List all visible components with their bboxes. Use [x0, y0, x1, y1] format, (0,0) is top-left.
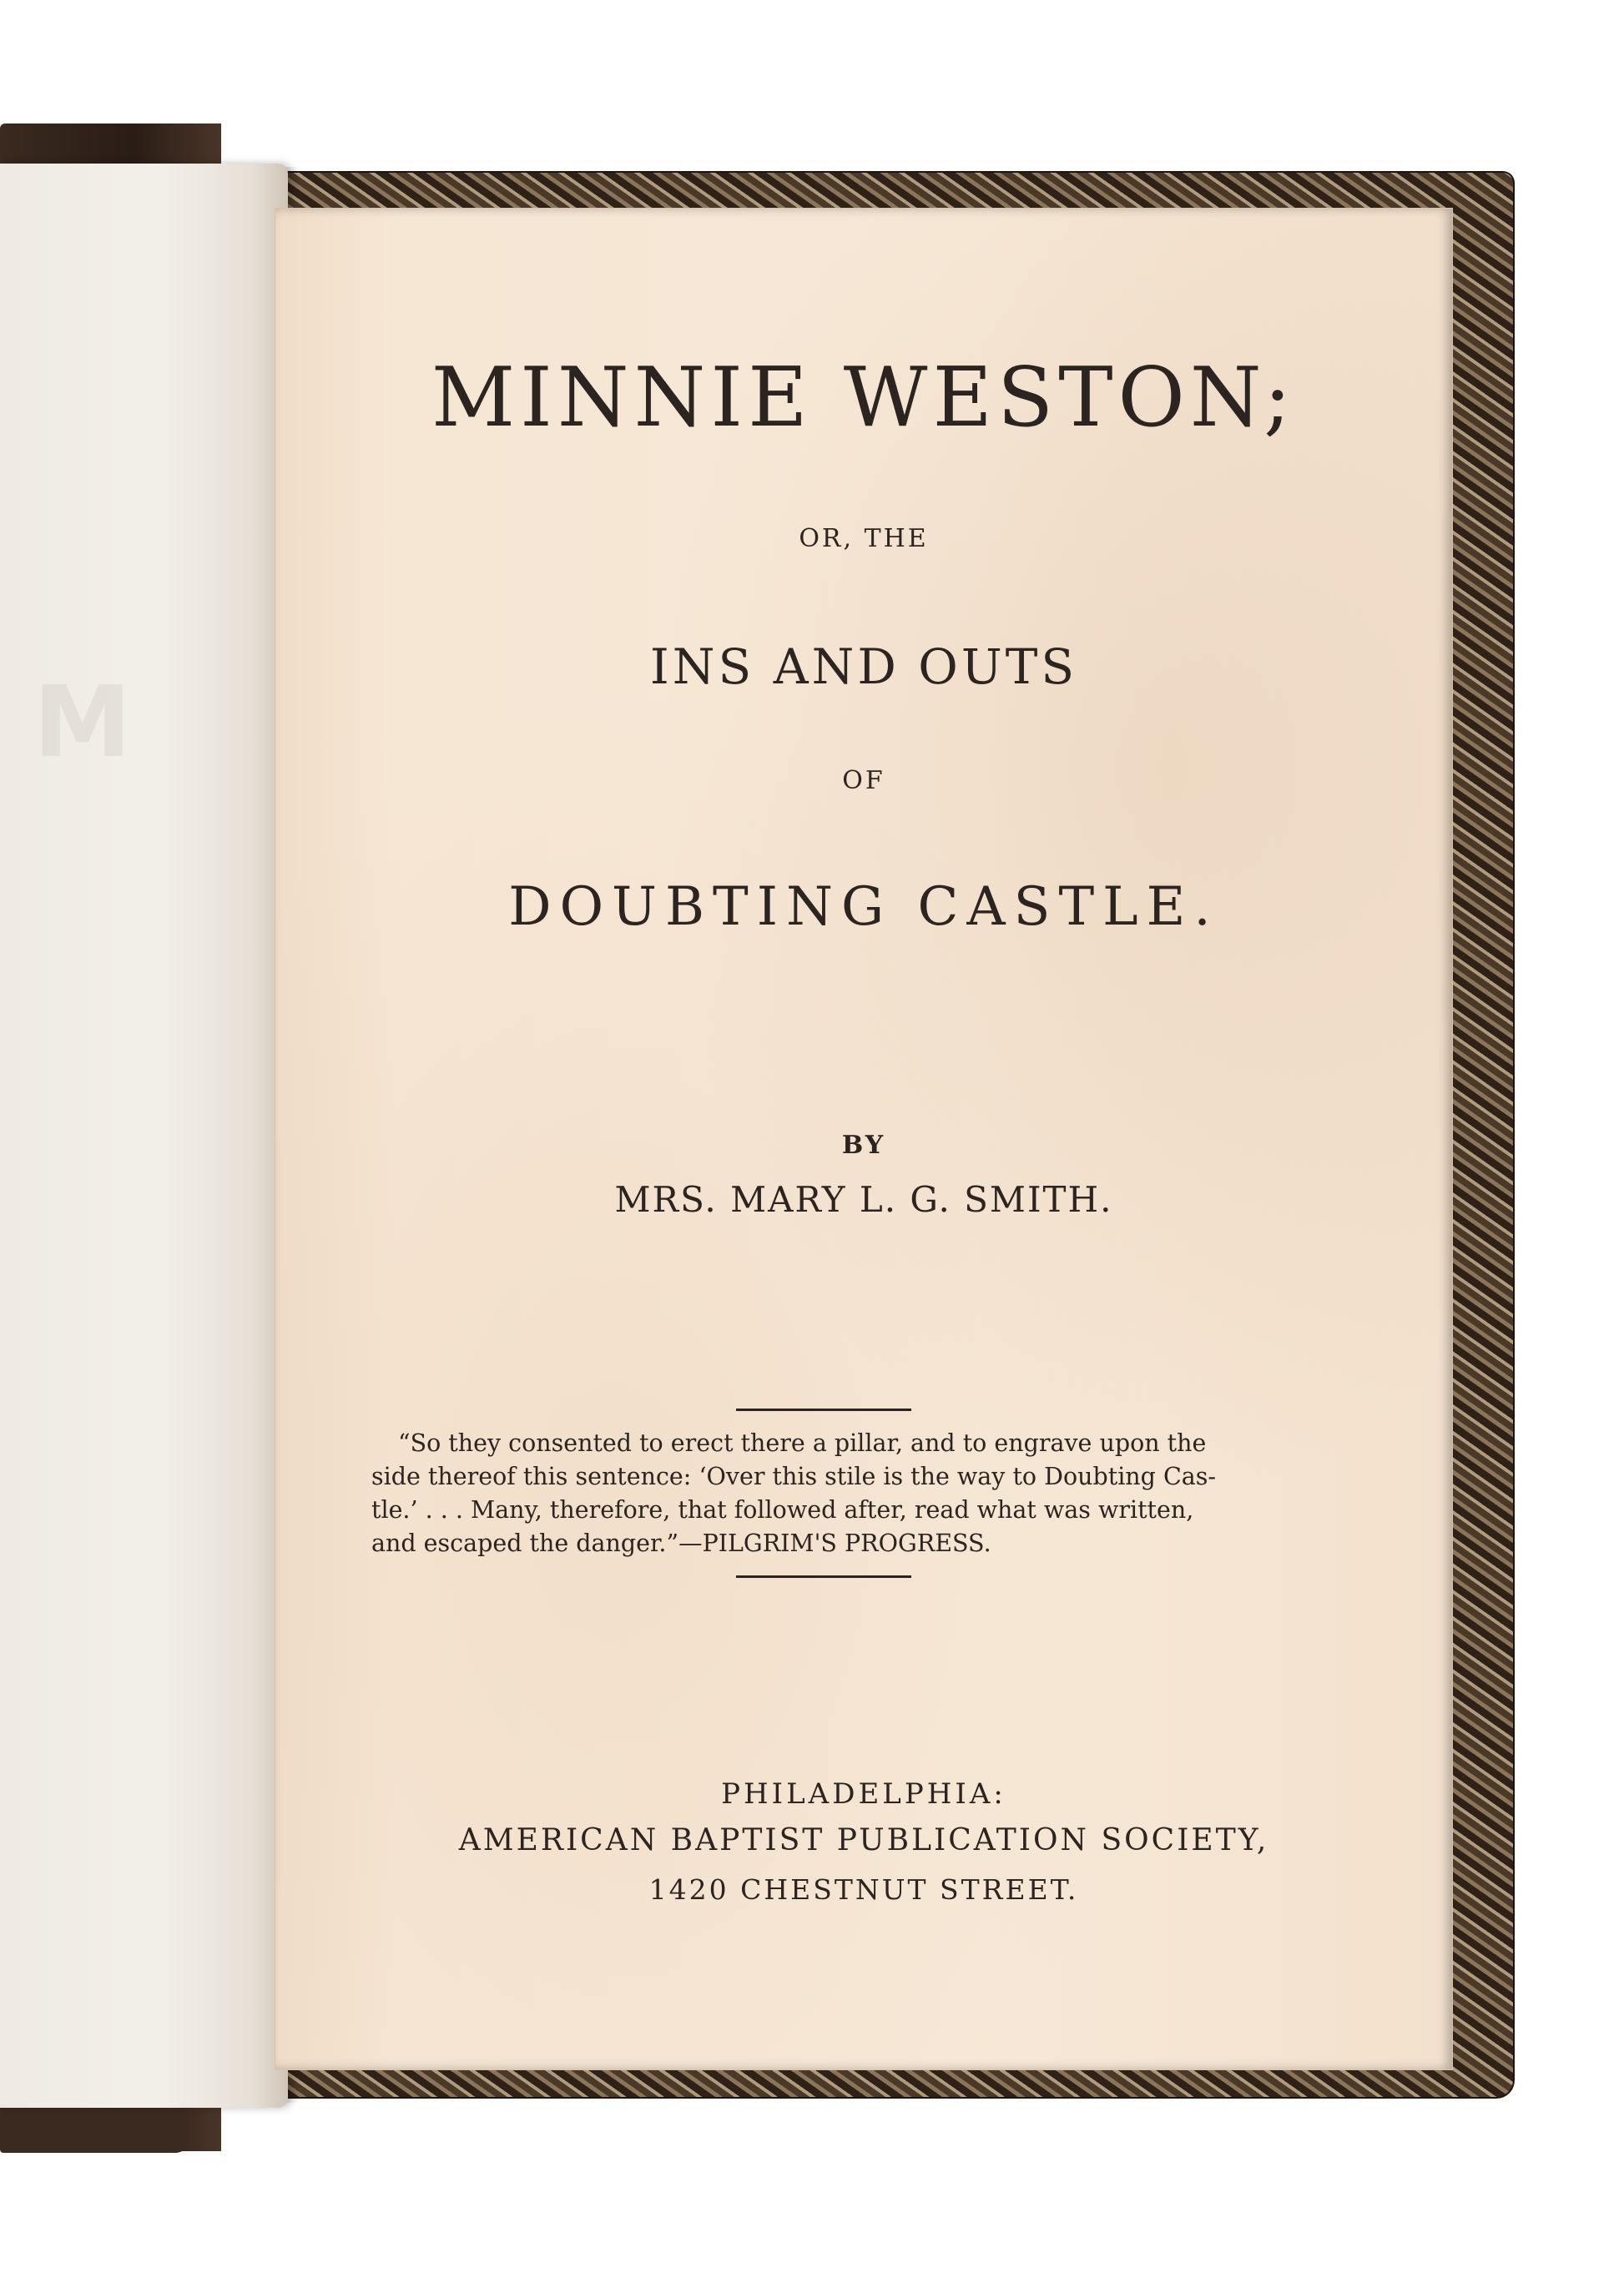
- epigraph-line: tle.’ . . . Many, therefore, that followed after, read what was written,: [371, 1496, 1194, 1524]
- imprint-city: PHILADELPHIA:: [721, 1777, 1006, 1811]
- book-title: MINNIE WESTON;: [431, 350, 1297, 446]
- imprint-address: 1420 CHESTNUT STREET.: [648, 1873, 1079, 1906]
- left-facing-page: [0, 164, 288, 2108]
- bleed-through-ghost: M: [33, 664, 132, 779]
- subtitle-connector: OF: [842, 766, 885, 795]
- title-connector: OR, THE: [799, 524, 929, 553]
- author-name: MRS. MARY L. G. SMITH.: [614, 1179, 1113, 1220]
- by-label: BY: [841, 1131, 886, 1160]
- subtitle-part-2: DOUBTING CASTLE.: [508, 876, 1219, 938]
- imprint-publisher: AMERICAN BAPTIST PUBLICATION SOCIETY,: [458, 1823, 1269, 1857]
- epigraph-line: “So they consented to erect there a pillar, and to engrave upon the: [398, 1429, 1207, 1457]
- epigraph-line: side thereof this sentence: ‘Over this stile is the way to Doubting Cas-: [371, 1463, 1217, 1490]
- subtitle-part-1: INS AND OUTS: [649, 638, 1078, 695]
- title-page: [275, 209, 1452, 2069]
- epigraph-line: and escaped the danger.”—PILGRIM'S PROGRESS.: [371, 1530, 991, 1557]
- epigraph-rule-bottom: [736, 1575, 911, 1578]
- epigraph: [371, 1427, 1281, 1560]
- epigraph-rule-top: [736, 1409, 911, 1411]
